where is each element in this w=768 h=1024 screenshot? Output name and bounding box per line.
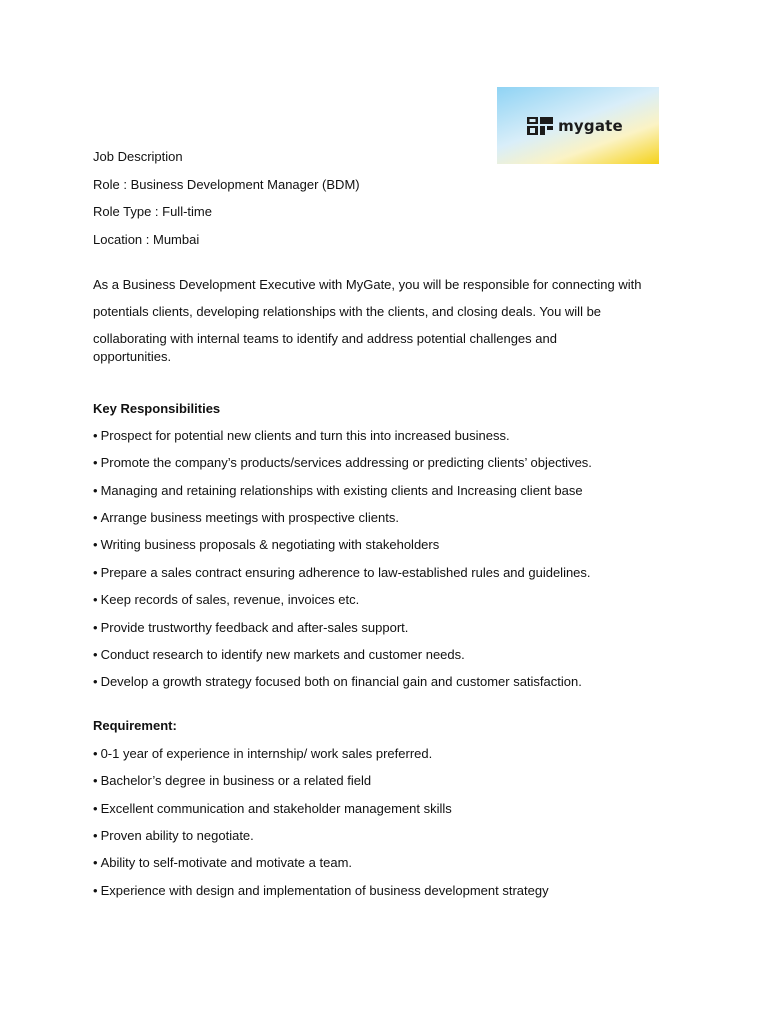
bullet-icon: • <box>93 564 98 580</box>
requirements-list <box>93 745 683 900</box>
list-item <box>93 772 683 790</box>
bullet-icon: • <box>93 619 98 635</box>
bullet-icon: • <box>93 882 98 898</box>
list-item <box>93 619 683 637</box>
bullet-icon: • <box>93 537 98 553</box>
bullet-icon: • <box>93 827 98 843</box>
list-item-text: Bachelor’s degree in business or a related field <box>100 773 372 789</box>
requirements-section <box>93 717 683 899</box>
list-item <box>93 427 683 445</box>
bullet-icon: • <box>93 510 98 526</box>
list-item <box>93 482 683 500</box>
intro-line: collaborating with internal teams to identify and address potential challenges and <box>93 330 557 346</box>
logo-text: mygate <box>558 116 623 135</box>
role-type-line: Role Type : Full-time <box>93 204 212 219</box>
job-meta <box>93 148 683 249</box>
list-item-text: Arrange business meetings with prospective clients. <box>100 510 399 526</box>
list-item-text: Excellent communication and stakeholder management skills <box>100 800 452 816</box>
list-item <box>93 673 683 691</box>
responsibilities-section <box>93 400 683 692</box>
list-item <box>93 800 683 818</box>
list-item <box>93 454 683 472</box>
list-item-text: Experience with design and implementation of business development strategy <box>100 882 549 898</box>
bullet-icon: • <box>93 647 98 663</box>
intro-line: potentials clients, developing relationships with the clients, and closing deals. You will be <box>93 303 602 319</box>
list-item <box>93 564 683 582</box>
list-item-text: Ability to self-motivate and motivate a team. <box>100 855 353 871</box>
list-item-text: Proven ability to negotiate. <box>100 827 254 843</box>
list-item-text: Keep records of sales, revenue, invoices etc. <box>100 592 360 608</box>
list-item <box>93 509 683 527</box>
list-item-text: Managing and retaining relationships with existing clients and Increasing client base <box>100 482 583 498</box>
intro-line: As a Business Development Executive with MyGate, you will be responsible for connecting with <box>93 276 642 292</box>
list-item-text: Develop a growth strategy focused both on financial gain and customer satisfaction. <box>100 674 582 690</box>
list-item <box>93 827 683 845</box>
bullet-icon: • <box>93 674 98 690</box>
intro-paragraph <box>93 276 683 366</box>
list-item-text: Promote the company’s products/services addressing or predicting clients’ objectives. <box>100 455 592 471</box>
list-item-text: Prepare a sales contract ensuring adherence to law-established rules and guidelines. <box>100 564 591 580</box>
list-item <box>93 745 683 763</box>
list-item <box>93 854 683 872</box>
list-item-text: 0-1 year of experience in internship/ work sales preferred. <box>100 745 433 761</box>
bullet-icon: • <box>93 855 98 871</box>
list-item <box>93 536 683 554</box>
list-item <box>93 591 683 609</box>
location-line: Location : Mumbai <box>93 231 200 247</box>
requirements-title: Requirement: <box>93 718 177 734</box>
list-item-text: Provide trustworthy feedback and after-sales support. <box>100 619 409 635</box>
job-description-heading: Job Description <box>93 149 183 164</box>
bullet-icon: • <box>93 482 98 498</box>
mygate-logo-icon <box>527 117 553 135</box>
list-item <box>93 646 683 664</box>
logo-inner <box>527 117 623 135</box>
list-item-text: Prospect for potential new clients and turn this into increased business. <box>100 427 510 443</box>
bullet-icon: • <box>93 455 98 471</box>
responsibilities-list <box>93 427 683 692</box>
bullet-icon: • <box>93 427 98 443</box>
bullet-icon: • <box>93 773 98 789</box>
bullet-icon: • <box>93 592 98 608</box>
bullet-icon: • <box>93 745 98 761</box>
list-item <box>93 882 683 900</box>
job-description-body <box>93 148 683 900</box>
list-item-text: Conduct research to identify new markets and customer needs. <box>100 647 465 663</box>
intro-line: opportunities. <box>93 348 172 364</box>
role-line: Role : Business Development Manager (BDM) <box>93 176 360 192</box>
list-item-text: Writing business proposals & negotiating with stakeholders <box>100 537 440 553</box>
bullet-icon: • <box>93 800 98 816</box>
responsibilities-title: Key Responsibilities <box>93 400 221 416</box>
